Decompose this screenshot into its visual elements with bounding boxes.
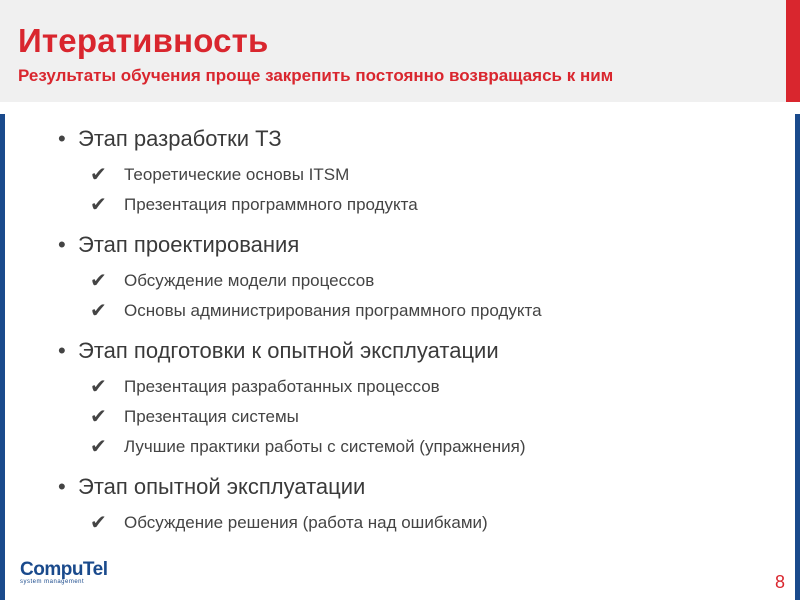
checkmark-icon: ✔ xyxy=(90,376,107,398)
checkmark-icon: ✔ xyxy=(90,512,107,534)
section-heading-text: Этап разработки ТЗ xyxy=(78,126,282,151)
list-item xyxy=(90,296,778,326)
bullet-icon: • xyxy=(58,232,66,257)
right-border-line xyxy=(795,114,800,600)
slide-subtitle: Результаты обучения проще закрепить постоянно возвращаясь к ним xyxy=(18,66,614,85)
checkmark-icon: ✔ xyxy=(90,406,107,428)
checkmark-icon: ✔ xyxy=(90,164,107,186)
section-item-list xyxy=(90,372,778,462)
section-heading xyxy=(58,122,778,156)
list-item-text: Презентация разработанных процессов xyxy=(124,377,440,396)
section-heading xyxy=(58,334,778,368)
checkmark-icon: ✔ xyxy=(90,436,107,458)
section-item-list xyxy=(90,266,778,326)
list-item xyxy=(90,190,778,220)
logo-wordmark: CompuTel xyxy=(20,559,108,580)
section-item-list xyxy=(90,508,778,538)
slide-title: Итеративность xyxy=(18,22,269,59)
section-item-list xyxy=(90,160,778,220)
list-item xyxy=(90,160,778,190)
bullet-icon: • xyxy=(58,474,66,499)
checkmark-icon: ✔ xyxy=(90,300,107,322)
page-number: 8 xyxy=(775,572,786,592)
section-heading xyxy=(58,470,778,504)
list-item xyxy=(90,432,778,462)
list-item-text: Теоретические основы ITSM xyxy=(124,165,350,184)
list-item-text: Обсуждение решения (работа над ошибками) xyxy=(124,513,488,532)
checkmark-icon: ✔ xyxy=(90,194,107,216)
section xyxy=(58,334,778,462)
slide-content xyxy=(58,122,778,546)
list-item xyxy=(90,402,778,432)
section xyxy=(58,470,778,538)
list-item xyxy=(90,266,778,296)
bullet-icon: • xyxy=(58,338,66,363)
logo-tagline: system management xyxy=(20,579,85,585)
list-item-text: Обсуждение модели процессов xyxy=(124,271,375,290)
section-heading-text: Этап подготовки к опытной эксплуатации xyxy=(78,338,499,363)
list-item-text: Основы администрирования программного продукта xyxy=(124,301,542,320)
checkmark-icon: ✔ xyxy=(90,270,107,292)
section-heading xyxy=(58,228,778,262)
section xyxy=(58,122,778,220)
list-item-text: Лучшие практики работы с системой (упражнения) xyxy=(124,437,526,456)
list-item xyxy=(90,372,778,402)
list-item-text: Презентация программного продукта xyxy=(124,195,418,214)
computel-logo xyxy=(20,559,130,593)
header-accent-bar xyxy=(786,0,800,102)
bullet-icon: • xyxy=(58,126,66,151)
section xyxy=(58,228,778,326)
section-heading-text: Этап опытной эксплуатации xyxy=(78,474,366,499)
section-heading-text: Этап проектирования xyxy=(78,232,300,257)
left-border-line xyxy=(0,114,5,600)
list-item-text: Презентация системы xyxy=(124,407,299,426)
list-item xyxy=(90,508,778,538)
